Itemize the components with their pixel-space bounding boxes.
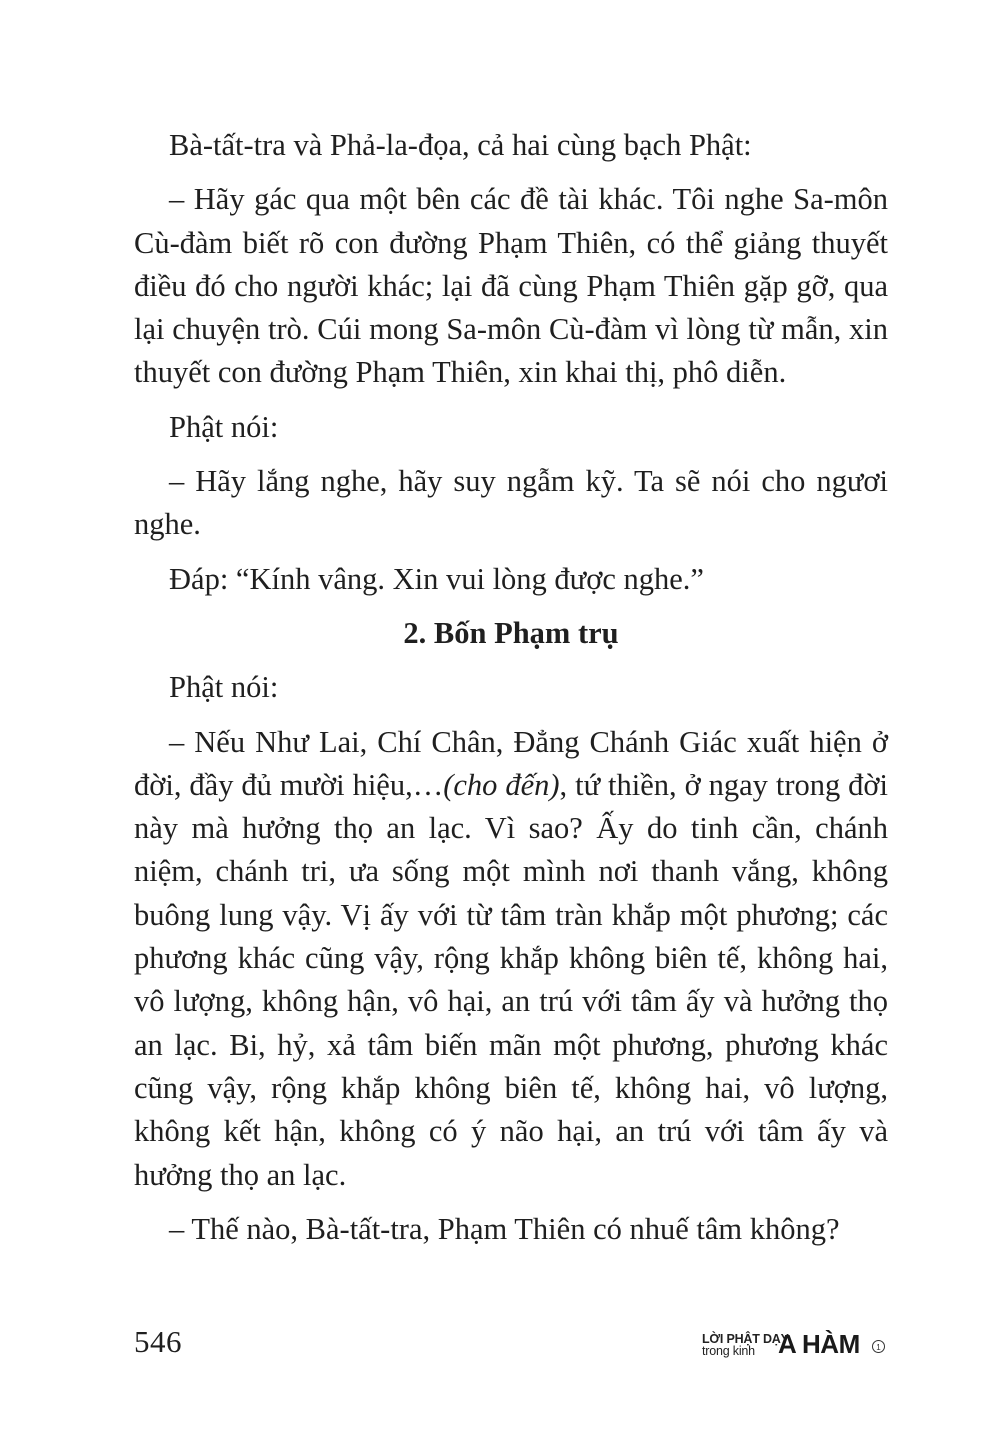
series-title: A HÀM <box>778 1329 860 1359</box>
paragraph-7-italic: (cho đến) <box>443 767 560 802</box>
page-number: 546 <box>134 1324 182 1359</box>
paragraph-1: Bà-tất-tra và Phả-la-đọa, cả hai cùng bạch Phật: <box>169 128 752 162</box>
page-body <box>134 124 888 1262</box>
volume-badge: 1 <box>872 1340 885 1353</box>
paragraph-7-text-a: – Nếu Như Lai, Chí Chân, Đẳng Chánh Giác xuất hiện ở đời, đầy đủ mười hiệu,… <box>134 724 888 802</box>
series-subtitle <box>702 1333 789 1357</box>
paragraph-7 <box>134 721 888 1197</box>
section-heading: 2. Bốn Phạm trụ <box>403 615 619 650</box>
series-line-1: LỜI PHẬT DẠY <box>702 1332 789 1346</box>
paragraph-2: – Hãy gác qua một bên các đề tài khác. Tôi nghe Sa-môn Cù-đàm biết rõ con đường Phạm Thiên, có thể giảng thuyết điều đó cho người khác; lại đã cùng Phạm Thiên gặp gỡ, qua lại chuyện trò. Cúi mong Sa-môn Cù-đàm vì lòng từ mẫn, xin thuyết con đường Phạm Thiên, xin khai thị, phô diễn. <box>134 182 888 390</box>
paragraph-4: – Hãy lắng nghe, hãy suy ngẫm kỹ. Ta sẽ nói cho ngươi nghe. <box>134 464 888 542</box>
series-line-2: trong kinh <box>702 1344 755 1358</box>
paragraph-5: Đáp: “Kính vâng. Xin vui lòng được nghe.” <box>169 561 704 596</box>
paragraph-3: Phật nói: <box>169 409 279 444</box>
paragraph-7-text-b: , tứ thiền, ở ngay trong đời này mà hưởng thọ an lạc. Vì sao? Ấy do tinh cần, chánh niệm, chánh tri, ưa sống một mình nơi thanh vắng, không buông lung vậy. Vị ấy với từ tâm tràn khắp một phương; các phương khác cũng vậy, rộng khắp không biên tế, không hai, vô lượng, không hận, vô hại, an trú với tâm ấy và hưởng thọ an lạc. Bi, hỷ, xả tâm biến mãn một phương, phương khác cũng vậy, rộng khắp không biên tế, không hai, vô lượng, không kết hận, không có ý não hại, an trú với tâm ấy và hưởng thọ an lạc. <box>134 767 889 1192</box>
paragraph-8: – Thế nào, Bà-tất-tra, Phạm Thiên có nhuế tâm không? <box>169 1211 840 1246</box>
running-footer <box>702 1328 888 1364</box>
paragraph-6: Phật nói: <box>169 670 279 705</box>
